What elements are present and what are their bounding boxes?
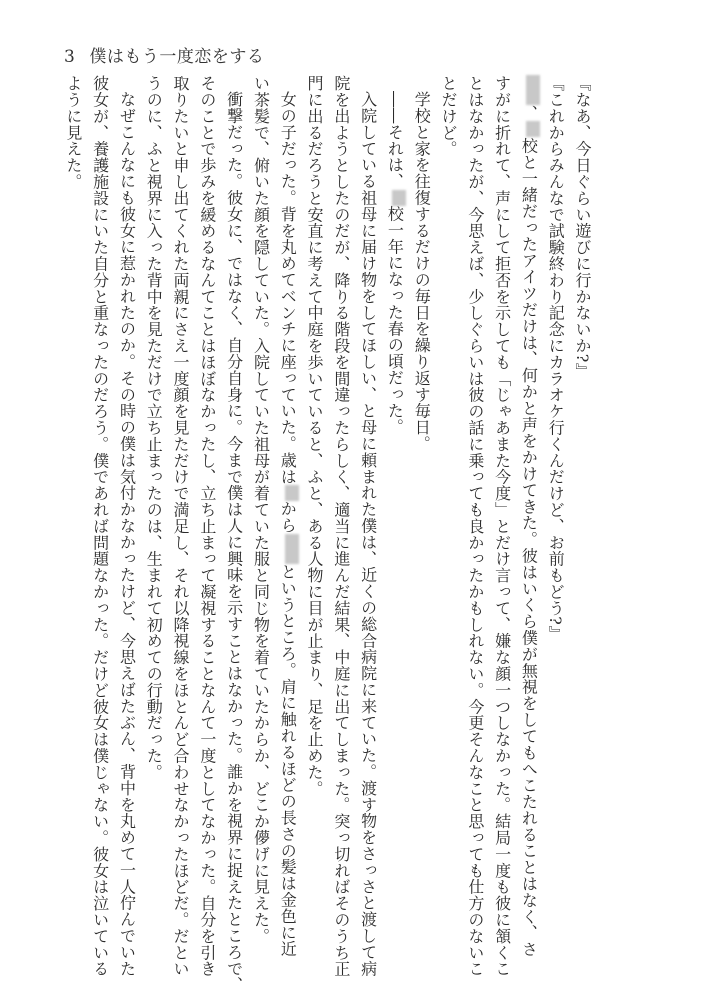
text-column (86, 75, 113, 977)
text-column (59, 75, 86, 935)
text-run: 彼女が、養護施設にいた自分と重なったのだろう。僕であれば問題なかった。だけど彼女は僕じゃない。彼女は泣いている (90, 75, 110, 977)
redacted-block (285, 485, 299, 501)
text-column (113, 75, 140, 977)
text-column (354, 75, 381, 977)
text-run: い茶髪で、俯いた顔を隠していた。入院していた祖母が着ていた服と同じ物を着ていたからか、どこか儚げに見えた。 (251, 75, 271, 945)
text-run: 院を出ようとしたのだが、降りる階段を間違ったらしく、適当に進んだ結果、中庭に出てしまった。突っ切ればそのうち正 (331, 75, 351, 977)
text-column (220, 75, 247, 994)
text-run: すがに折れて、声にして拒否を示しても「じゃあまた今度」とだけ言って、嫌な顔一つしなかった。結局一度も彼に頷くこ (492, 75, 512, 977)
text-column (166, 75, 193, 977)
text-column (139, 75, 166, 935)
redacted-block (392, 190, 406, 206)
text-run: ――それは、 (385, 91, 405, 190)
text-run: とだけど。 (439, 75, 459, 157)
text-run: 校一年になった春の頃だった。 (385, 205, 405, 436)
text-run: から (278, 501, 298, 534)
text-column (407, 75, 434, 935)
text-run: 衝撃だった。彼女に、ではなく、自分自身に。今まで僕は人に興味を示すことはなかった。誰かを視界に捉えたところで、 (224, 91, 244, 994)
text-run: 入院している祖母に届け物をしてほしい、と母に頼まれた僕は、近くの総合病院に来ていた。渡す物をさっさと渡して病 (358, 91, 378, 977)
text-column (247, 75, 274, 945)
text-run: 取りたいと申し出てくれた両親にさえ一度顔を見ただけで満足し、それ以降視線をほとんど合わせなかったほどだ。だとい (171, 75, 191, 977)
text-column (461, 75, 488, 977)
text-column (488, 75, 515, 977)
chapter-title: 僕はもう一度恋をする (89, 47, 265, 67)
text-run: 校と一緒だったアイツだけは、何かと声をかけてきた。彼はいくら僕が無視をしてもへこたれることはなく、さ (519, 137, 539, 958)
text-run: 『これからみんなで試験終わり記念にカラオケ行くんだけど、お前もどう?』 (546, 75, 566, 642)
text-column (381, 75, 408, 935)
text-run: とはなかったが、今思えば、少しぐらいは彼の話に乗っても良かったかもしれない。今更そんなこと思っても仕方のないこ (465, 75, 485, 977)
text-column (193, 75, 220, 977)
text-column (568, 75, 595, 935)
chapter-number: 3 (64, 47, 76, 67)
text-column (300, 75, 327, 935)
redacted-block (526, 121, 540, 137)
text-run: うのに、ふと視界に入った背中を見ただけで立ち止まったのは、生まれて初めての行動だった。 (144, 75, 164, 781)
text-run: そのことで歩みを緩めるなんてことはほぼなかったし、立ち止まって凝視することなんて一度としてなかった。自分を引き (197, 75, 217, 977)
text-column (327, 75, 354, 977)
text-run: なぜこんなにも彼女に惹かれたのか。その時の僕は気付かなかったけど、今思えばたぶん、背中を丸めて一人佇んでいた (117, 91, 137, 977)
redacted-block (285, 534, 299, 564)
chapter-header (64, 42, 264, 67)
text-run: 女の子だった。背を丸めてベンチに座っていた。歳は (278, 91, 298, 485)
text-column (515, 75, 542, 958)
text-run: というところ。肩に触れるほどの長さの髪は金色に近 (278, 563, 298, 958)
text-run: 『なあ、今日ぐらい遊びに行かないか?』 (573, 75, 592, 380)
text-column (541, 75, 568, 935)
text-run: ように見えた。 (63, 75, 83, 190)
text-run: 、 (519, 105, 539, 122)
vertical-text-body (59, 75, 595, 994)
text-run: 門に出るだろうと安直に考えて中庭を歩いていると、ふと、ある人物に目が止まり、足を止めた。 (305, 75, 325, 797)
redacted-block (526, 75, 540, 105)
text-column (273, 75, 300, 958)
text-column (434, 75, 461, 935)
text-run: 学校と家を往復するだけの毎日を繰り返す毎日。 (412, 91, 432, 453)
